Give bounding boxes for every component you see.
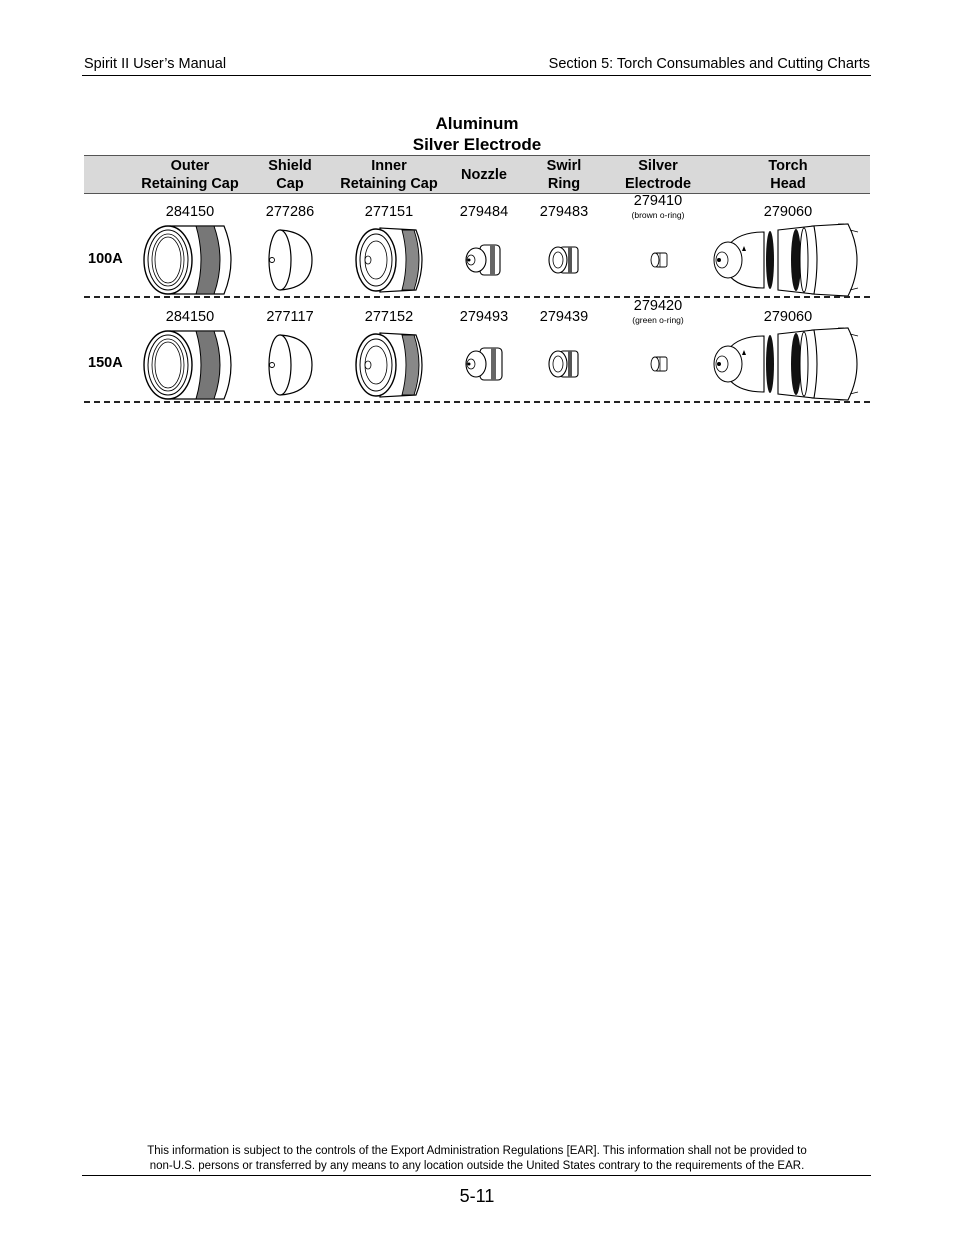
part-number: 279410 — [633, 193, 683, 209]
outer-retaining-cap-icon — [140, 327, 240, 403]
part-number: 279060 — [763, 204, 813, 220]
nozzle-icon — [462, 242, 506, 278]
row-label: 100A — [88, 251, 123, 267]
inner-retaining-cap-icon — [352, 331, 428, 399]
shield-cap-icon — [266, 333, 316, 397]
part-number: 284150 — [165, 309, 215, 325]
torch-head-icon — [708, 220, 868, 300]
torch-head-icon — [708, 324, 868, 404]
part-number: 279483 — [539, 204, 589, 220]
column-header-outer-retaining-cap: Outer Retaining Cap — [141, 158, 239, 192]
column-header-inner-retaining-cap: Inner Retaining Cap — [340, 158, 438, 192]
inner-retaining-cap-icon — [352, 226, 428, 294]
electrode-icon — [648, 250, 670, 270]
header-divider — [82, 75, 871, 76]
page-number: 5-11 — [459, 1186, 495, 1206]
part-number: 279484 — [459, 204, 509, 220]
swirl-ring-icon — [546, 348, 582, 380]
part-number: 277151 — [364, 204, 414, 220]
column-header-swirl-ring: Swirl Ring — [546, 158, 582, 192]
column-header-torch-head: Torch Head — [768, 158, 808, 192]
part-number: 277152 — [364, 309, 414, 325]
part-number: 284150 — [165, 204, 215, 220]
table-title: Aluminum — [435, 114, 519, 133]
part-number: 277117 — [266, 309, 314, 325]
column-header-nozzle: Nozzle — [461, 167, 507, 183]
column-header-silver-electrode: Silver Electrode — [624, 158, 692, 192]
column-header-shield-cap: Shield Cap — [268, 158, 312, 192]
part-number: 279439 — [539, 309, 589, 325]
manual-title: Spirit II User’s Manual — [84, 56, 227, 72]
swirl-ring-icon — [546, 244, 582, 276]
electrode-note: (brown o-ring) — [631, 210, 685, 220]
table-subtitle: Silver Electrode — [412, 135, 542, 154]
nozzle-icon — [462, 345, 508, 383]
export-notice: This information is subject to the controls of the Export Administration Regulations [EAR]. This information shall not be provided to non-U.S. persons or transferred by any means to any location outside the United States contrary to the requirements of the EAR. — [147, 1145, 807, 1172]
electrode-icon — [648, 354, 670, 374]
section-title: Section 5: Torch Consumables and Cutting Charts — [548, 56, 870, 72]
footer-divider — [82, 1175, 871, 1176]
electrode-note: (green o-ring) — [632, 315, 684, 325]
part-number: 279420 — [633, 298, 683, 314]
part-number: 277286 — [265, 204, 315, 220]
row-divider — [84, 296, 870, 298]
shield-cap-icon — [266, 228, 316, 292]
part-number: 279060 — [763, 309, 813, 325]
outer-retaining-cap-icon — [140, 222, 240, 298]
row-divider — [84, 401, 870, 403]
part-number: 279493 — [459, 309, 509, 325]
row-label: 150A — [88, 355, 123, 371]
